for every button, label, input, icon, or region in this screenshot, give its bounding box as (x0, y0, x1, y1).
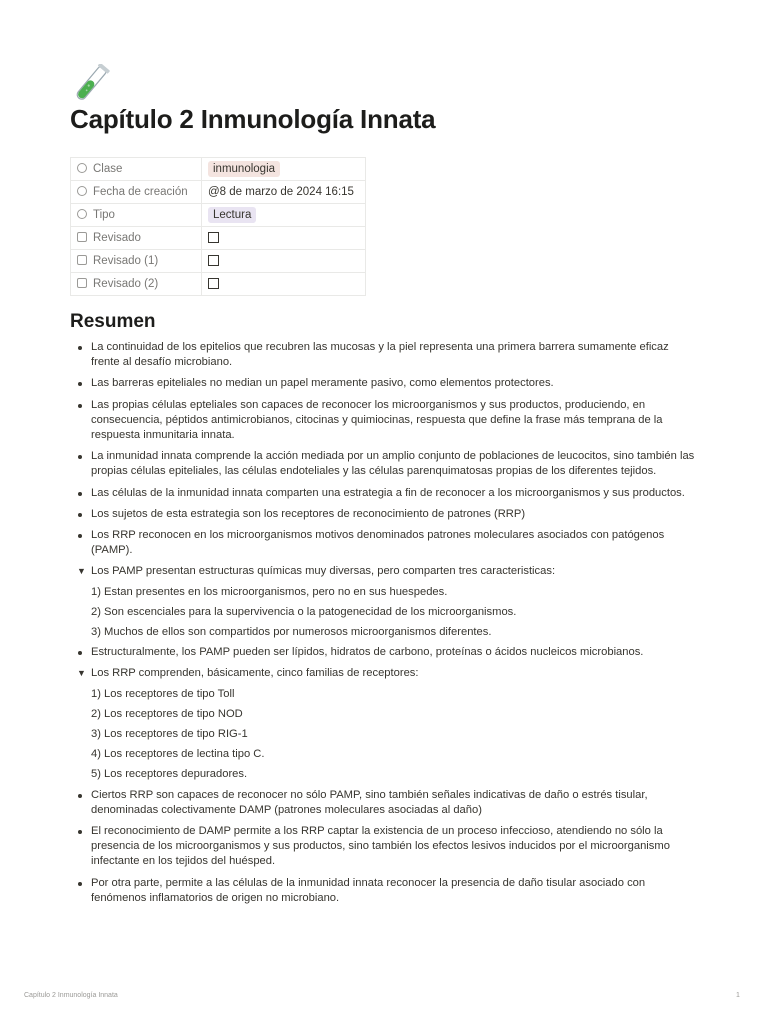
revisado-checkbox[interactable] (208, 232, 219, 243)
checkbox-icon (77, 255, 87, 265)
tipo-tag[interactable]: Lectura (208, 207, 256, 223)
toggle-child: 4) Los receptores de lectina tipo C. (91, 748, 265, 761)
list-item: La inmunidad innata comprende la acción mediada por un amplio conjunto de poblaciones de leucocitos, sino también las propias células epiteliales, las células endoteliales y las células parenquimatosas propias de los diferentes tejidos. (70, 449, 700, 479)
clock-icon (77, 186, 87, 196)
property-row-tipo[interactable] (71, 204, 366, 227)
select-icon (77, 209, 87, 219)
list-item: Estructuralmente, los PAMP pueden ser lípidos, hidratos de carbono, proteínas o ácidos nucleicos microbianos. (70, 645, 700, 660)
toggle-child: 5) Los receptores depuradores. (91, 768, 248, 781)
toggle-rrp[interactable] (70, 666, 700, 681)
toggle-child: 2) Son escenciales para la supervivencia o la patogenecidad de los microorganismos. (91, 605, 517, 618)
property-label: Clase (93, 163, 123, 175)
select-icon (77, 163, 87, 173)
toggle-text: Los PAMP presentan estructuras químicas muy diversas, pero comparten tres caracteristicas: (91, 565, 556, 578)
list-item: Los sujetos de esta estrategia son los receptores de reconocimiento de patrones (RRP) (70, 507, 700, 522)
property-label: Revisado (1) (93, 255, 159, 267)
list-item: La continuidad de los epitelios que recubren las mucosas y la piel representa una primera barrera sumamente eficaz frente al desafío microbiano. (70, 340, 700, 370)
clase-tag[interactable]: inmunologia (208, 161, 280, 177)
list-item: El reconocimiento de DAMP permite a los RRP captar la existencia de un proceso infeccioso, atendiendo no sólo la presencia de los microorganismos y sus productos, sino también los efectos lesivos inducidos por el microorganismo infectante en los tejidos del huésped. (70, 824, 700, 870)
revisado-1-checkbox[interactable] (208, 255, 219, 266)
page-title: Capítulo 2 Inmunología Innata (70, 104, 436, 134)
toggle-child: 3) Muchos de ellos son compartidos por numerosos microorganismos diferentes. (91, 626, 492, 639)
list-item: Los RRP reconocen en los microorganismos motivos denominados patrones moleculares asociados con patógenos (PAMP). (70, 528, 700, 558)
property-label: Revisado (2) (93, 278, 159, 290)
toggle-text: Los RRP comprenden, básicamente, cinco familias de receptores: (91, 667, 419, 680)
summary-content (70, 340, 700, 912)
property-row-clase[interactable] (71, 158, 366, 181)
checkbox-icon (77, 278, 87, 288)
list-item: Por otra parte, permite a las células de la inmunidad innata reconocer la presencia de daño tisular asociado con fenómenos inflamatorios de origen no microbiano. (70, 876, 700, 906)
list-item: Ciertos RRP son capaces de reconocer no sólo PAMP, sino también señales indicativas de daño o estrés tisular, denominadas colectivamente DAMP (patrones moleculares asociadas al daño) (70, 788, 700, 818)
property-label: Fecha de creación (93, 186, 188, 198)
property-row-revisado-1[interactable] (71, 250, 366, 273)
list-item: Las barreras epiteliales no median un papel meramente pasivo, como elementos protectores. (70, 376, 700, 391)
list-item: Las propias células epteliales son capaces de reconocer los microorganismos y sus productos, produciendo, en consecuencia, péptidos antimicrobianos, citocinas y quimiocinas, respuesta que define la frase más temprana de la respuesta inmunitaria innata. (70, 398, 700, 444)
toggle-child: 2) Los receptores de tipo NOD (91, 707, 243, 720)
creation-date: @8 de marzo de 2024 16:15 (208, 186, 354, 198)
toggle-triangle-icon[interactable]: ▼ (77, 668, 86, 679)
list-item: Las células de la inmunidad innata comparten una estrategia a fin de reconocer a los microorganismos y sus productos. (70, 486, 700, 501)
toggle-triangle-icon[interactable]: ▼ (77, 566, 86, 577)
page-number: 1 (736, 992, 740, 999)
properties-table (70, 157, 366, 296)
toggle-child: 1) Estan presentes en los microorganismos, pero no en sus huespedes. (91, 585, 448, 598)
revisado-2-checkbox[interactable] (208, 278, 219, 289)
property-row-revisado-2[interactable] (71, 273, 366, 296)
checkbox-icon (77, 232, 87, 242)
test-tube-icon (68, 64, 112, 104)
property-label: Tipo (93, 209, 115, 221)
property-row-revisado[interactable] (71, 227, 366, 250)
summary-heading: Resumen (70, 311, 156, 332)
toggle-pamp[interactable] (70, 564, 700, 579)
toggle-child: 3) Los receptores de tipo RIG-1 (91, 728, 248, 741)
toggle-child: 1) Los receptores de tipo Toll (91, 687, 235, 700)
property-label: Revisado (93, 232, 141, 244)
footer-title: Capítulo 2 Inmunología Innata (24, 992, 118, 999)
property-row-fecha[interactable] (71, 181, 366, 204)
